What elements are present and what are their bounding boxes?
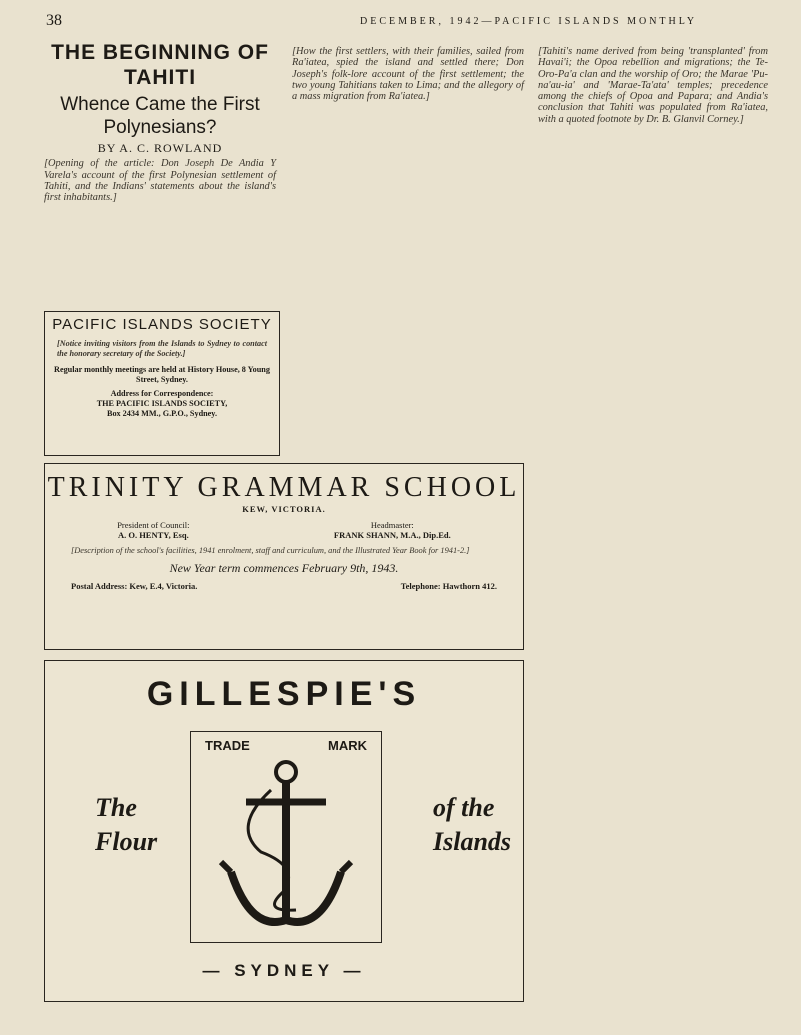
society-meetings: Regular monthly meetings are held at History House, 8 Young Street, Sydney. <box>54 365 270 384</box>
page-number: 38 <box>46 12 62 29</box>
trinity-term: New Year term commences February 9th, 1943. <box>169 560 399 575</box>
gillespies-right-tagline: of the Islands <box>433 793 512 856</box>
article-column-1 <box>44 40 276 207</box>
article-subtitle: Whence Came the First Polynesians? <box>60 94 260 138</box>
trinity-grammar-ad <box>44 463 524 650</box>
col3-summary: [Tahiti's name derived from being 'transplanted' from Havai'i; the Opoa rebellion and migrations; the Te-Oro-Pa'a clan and the worship of Oro; the Marae 'Pu-na'au-ia' and 'Marae-Ta'ata' temples; precedence among the chiefs of Opoa and Papara; and Andia's conclusion that Tahiti was populated from Ra'iatea, with a quoted footnote by Dr. B. Glanvil Corney.] <box>538 46 768 125</box>
gillespies-left-tagline: The Flour <box>95 793 158 856</box>
article-byline: BY A. C. ROWLAND <box>97 141 223 155</box>
trinity-headmaster: Headmaster: FRANK SHANN, M.A., Dip.Ed. <box>333 520 451 540</box>
article-column-2 <box>292 46 524 106</box>
trade-mark-box <box>190 731 382 943</box>
trinity-summary: [Description of the school's facilities, 1941 enrolment, staff and curriculum, and the Illustrated Year Book for 1941-2.] <box>71 546 470 555</box>
trinity-title: TRINITY GRAMMAR SCHOOL <box>47 472 521 503</box>
col1-summary: [Opening of the article: Don Joseph De Andia Y Varela's account of the first Polynesian settlement of Tahiti, and the Indians' statements about the island's first inhabitants.] <box>44 158 276 204</box>
running-head: DECEMBER, 1942—PACIFIC ISLANDS MONTHLY <box>360 16 698 27</box>
society-summary: [Notice inviting visitors from the Islands to Sydney to contact the honorary secretary of the Society.] <box>57 339 267 358</box>
gillespies-title: GILLESPIE'S <box>146 675 422 713</box>
col2-summary: [How the first settlers, with their families, sailed from Ra'iatea, spied the island and settled there; Don Joseph's folk-lore account of the first settlement; the two young Tahitians taken to Lima; and the allegory of a mass migration from Ra'iatea.] <box>292 46 524 103</box>
trinity-postal: Postal Address: Kew, E.4, Victoria. <box>71 580 198 591</box>
society-address-box: Box 2434 MM., G.P.O., Sydney. <box>106 409 217 418</box>
article-column-3 <box>538 46 768 129</box>
society-address-name: THE PACIFIC ISLANDS SOCIETY, <box>96 399 228 408</box>
pacific-islands-society-ad <box>44 311 280 456</box>
trinity-location: KEW, VICTORIA. <box>242 504 326 514</box>
article-title: THE BEGINNING OF TAHITI <box>51 41 269 89</box>
society-title: PACIFIC ISLANDS SOCIETY <box>52 316 272 333</box>
society-address-label: Address for Correspondence: <box>110 389 214 398</box>
trade-label: TRADE <box>205 738 250 753</box>
gillespies-city: — SYDNEY — <box>202 961 366 980</box>
trinity-footer <box>45 581 523 591</box>
trinity-officers <box>45 520 523 540</box>
mark-label: MARK <box>328 738 367 753</box>
gillespies-ad <box>44 660 524 1002</box>
trinity-telephone: Telephone: Hawthorn 412. <box>400 580 497 591</box>
anchor-icon <box>191 732 381 942</box>
trinity-president: President of Council: A. O. HENTY, Esq. <box>117 520 190 540</box>
